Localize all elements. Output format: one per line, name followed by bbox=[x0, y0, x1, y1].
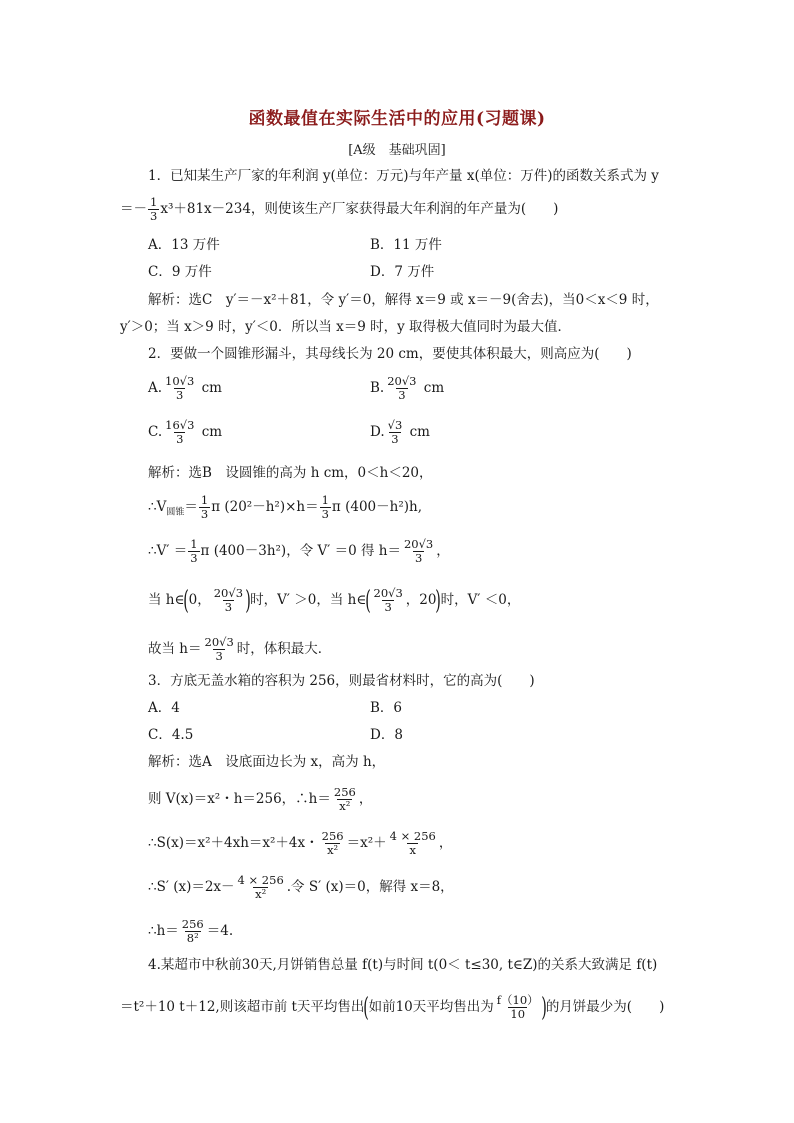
q4-line2-a: ＝t²＋10 t＋12,则该超市前 t天平均售出 bbox=[120, 999, 365, 1015]
q4-line2-c: 的月饼最少为( ) bbox=[545, 999, 665, 1015]
q3-sol5-frac-num: 256 bbox=[181, 917, 204, 931]
q2-c-den: 3 bbox=[176, 432, 184, 446]
q2-d-den: 3 bbox=[391, 432, 399, 446]
q2-sol3-frac2-num: 20√3 bbox=[403, 537, 434, 551]
q1-frac-den: 3 bbox=[150, 209, 158, 223]
q2-sol3-frac1-num: 1 bbox=[190, 537, 198, 551]
q3-option-c: C．4.5 bbox=[148, 727, 194, 743]
left-paren-icon: ( bbox=[365, 585, 372, 616]
q2-sol5-frac-den: 3 bbox=[215, 649, 223, 663]
q3-solution-line5 bbox=[148, 918, 233, 945]
q2-sol3-frac2-den: 3 bbox=[414, 551, 423, 565]
q1-option-c: C．9 万件 bbox=[148, 264, 212, 280]
page-title: 函数最值在实际生活中的应用(习题课) bbox=[248, 109, 546, 129]
q2-solution-line1: 解析：选B 设圆锥的高为 h cm，0＜h＜20， bbox=[148, 465, 433, 481]
q3-solution-line1: 解析：选A 设底面边长为 x，高为 h， bbox=[148, 754, 386, 770]
q1-solution-line2: y′＞0；当 x＞9 时，y′＜0．所以当 x＝9 时，y 取得极大值同时为最大值． bbox=[120, 319, 572, 335]
q2-sol4-d: ，20 bbox=[405, 592, 437, 608]
section-level: [A级 基础巩固] bbox=[348, 143, 446, 158]
q2-b-label: B. bbox=[370, 380, 385, 396]
q2-sol2-frac1-num: 1 bbox=[200, 493, 209, 507]
q2-c-num: 16√3 bbox=[165, 418, 195, 432]
q2-sol2-frac1-den: 3 bbox=[200, 507, 209, 521]
q2-b-unit: cm bbox=[423, 380, 445, 396]
q2-sol5-frac bbox=[203, 636, 236, 663]
q2-sol3-a: ∴V′ ＝ bbox=[148, 543, 188, 559]
q3-sol2-frac bbox=[332, 786, 358, 813]
q3-option-a: A．4 bbox=[148, 700, 180, 716]
q1-frac-num: 1 bbox=[150, 195, 158, 209]
q3-sol3-frac1 bbox=[320, 830, 346, 857]
q3-solution-line3 bbox=[148, 830, 452, 857]
q3-sol3-a: ∴S(x)＝x²＋4xh＝x²＋4x・ bbox=[148, 835, 319, 851]
q2-sol4-frac2-num: 20√3 bbox=[373, 586, 403, 600]
q3-sol3-frac1-den: x² bbox=[327, 843, 339, 857]
q1-stem-line1: 1．已知某生产厂家的年利润 y(单位：万元)与年产量 x(单位：万件)的函数关系式为 y bbox=[148, 168, 659, 184]
q3-sol4-a: ∴S′ (x)＝2x－ bbox=[148, 879, 235, 895]
q2-solution-line3 bbox=[148, 538, 450, 565]
q2-d-fraction bbox=[386, 419, 405, 446]
q2-c-label: C. bbox=[148, 424, 163, 440]
q3-stem: 3．方底无盖水箱的容积为 256，则最省材料时，它的高为( ) bbox=[148, 673, 535, 689]
q4-frac-num: f（10） bbox=[496, 993, 539, 1007]
q3-sol3-frac1-num: 256 bbox=[321, 829, 344, 843]
left-paren-icon: ( bbox=[183, 585, 190, 616]
q2-a-label: A. bbox=[148, 380, 163, 396]
q2-a-den: 3 bbox=[176, 388, 184, 402]
q2-sol3-b: π (400－3h²)，令 V′ ＝0 得 h＝ bbox=[200, 543, 401, 559]
q2-a-fraction bbox=[163, 375, 196, 402]
q3-sol5-a: ∴h＝ bbox=[148, 923, 179, 939]
q1-option-d: D．7 万件 bbox=[370, 264, 435, 280]
q2-solution-line4 bbox=[148, 587, 520, 614]
q3-sol4-b: .令 S′ (x)＝0，解得 x＝8， bbox=[286, 879, 454, 895]
q3-sol4-frac-num: 4 × 256 bbox=[237, 873, 284, 887]
q2-b-num: 20√3 bbox=[387, 374, 417, 388]
q2-c-fraction bbox=[163, 419, 196, 446]
q3-solution-line4 bbox=[148, 874, 454, 901]
q2-sol4-frac1-den: 3 bbox=[224, 600, 233, 614]
q2-c-unit: cm bbox=[201, 424, 223, 440]
q2-sol3-frac1 bbox=[188, 538, 199, 565]
q2-sol4-frac2-den: 3 bbox=[384, 600, 392, 614]
q2-sol4-c: 时，V′ ＞0，当 h∈ bbox=[250, 592, 367, 608]
q1-fraction bbox=[148, 196, 159, 223]
q2-sol4-a: 当 h∈ bbox=[148, 592, 185, 608]
right-paren-icon: ) bbox=[540, 992, 547, 1023]
q2-solution-line2 bbox=[148, 494, 422, 523]
q2-sol5-frac-num: 20√3 bbox=[204, 635, 234, 649]
q2-option-a bbox=[148, 375, 222, 402]
q3-option-d: D．8 bbox=[370, 727, 403, 743]
q2-sol2-b: ＝ bbox=[184, 499, 198, 515]
q2-sol2-frac2 bbox=[320, 494, 331, 521]
q3-sol4-frac bbox=[236, 874, 286, 901]
q3-sol2-frac-num: 256 bbox=[333, 785, 356, 799]
q4-line1: 4.某超市中秋前30天,月饼销售总量 f(t)与时间 t(0＜ t≤30, t∈Z)的关系大致满足 f(t) bbox=[148, 957, 658, 973]
q2-d-num: √3 bbox=[387, 418, 403, 432]
q3-option-b: B．6 bbox=[370, 700, 403, 716]
q2-b-fraction bbox=[385, 375, 418, 402]
q2-sol3-c: ， bbox=[436, 543, 450, 559]
q3-sol2-frac-den: x² bbox=[339, 799, 351, 813]
q3-sol4-frac-den: x² bbox=[255, 887, 267, 901]
q2-sol2-sub: 圆锥 bbox=[166, 507, 185, 518]
q1-solution-line1: 解析：选C y′＝－x²＋81，令 y′＝0，解得 x＝9 或 x＝－9(舍去)，当0＜x＜9 时， bbox=[148, 292, 659, 308]
q3-solution-line2 bbox=[148, 786, 372, 813]
q2-stem: 2．要做一个圆锥形漏斗，其母线长为 20 cm，要使其体积最大，则高应为( ) bbox=[148, 346, 632, 362]
q2-sol2-frac2-den: 3 bbox=[321, 507, 329, 521]
q3-sol3-b: ＝x²＋ bbox=[346, 835, 387, 851]
q3-sol2-b: ， bbox=[358, 791, 373, 807]
q1-option-a: A．13 万件 bbox=[148, 237, 220, 253]
q2-sol5-b: 时，体积最大． bbox=[236, 641, 332, 657]
q1-option-b: B．11 万件 bbox=[370, 237, 442, 253]
q2-sol2-c: π (20²－h²)×h＝ bbox=[211, 499, 319, 515]
q3-sol3-frac2-den: x bbox=[409, 843, 416, 857]
q1-stem-tail: x³＋81x－234，则使该生产厂家获得最大年利润的年产量为( ) bbox=[160, 201, 559, 217]
q4-line2-b: 如前10天平均售出为 bbox=[368, 999, 494, 1015]
q4-frac-den: 10 bbox=[510, 1007, 526, 1021]
q2-sol2-d: π (400－h²)h, bbox=[331, 499, 422, 515]
q2-sol3-frac1-den: 3 bbox=[190, 551, 198, 565]
q3-sol3-c: ， bbox=[438, 835, 453, 851]
q2-d-unit: cm bbox=[409, 424, 430, 440]
q3-sol5-frac bbox=[180, 918, 206, 945]
q1-sign: ＝－ bbox=[120, 201, 147, 217]
q2-sol3-frac2 bbox=[402, 538, 435, 565]
q2-sol2-frac2-num: 1 bbox=[321, 493, 329, 507]
q2-sol4-e: 时，V′ ＜0， bbox=[440, 592, 521, 608]
q3-sol3-frac2-num: 4 × 256 bbox=[389, 829, 436, 843]
q1-stem-line2 bbox=[120, 196, 558, 223]
q2-option-d bbox=[370, 419, 430, 446]
q2-sol5-a: 故当 h＝ bbox=[148, 641, 202, 657]
q2-option-b bbox=[370, 375, 444, 402]
q4-line2 bbox=[120, 994, 664, 1021]
q2-sol4-frac2 bbox=[372, 587, 405, 614]
q2-sol4-frac1 bbox=[212, 587, 245, 614]
q2-sol2-frac1 bbox=[199, 494, 210, 521]
q2-option-c bbox=[148, 419, 222, 446]
q3-sol3-frac2 bbox=[388, 830, 438, 857]
q3-sol2-a: 则 V(x)＝x²・h＝256，∴h＝ bbox=[148, 791, 331, 807]
q2-sol2-a: ∴V bbox=[148, 499, 167, 515]
q2-a-num: 10√3 bbox=[165, 374, 195, 388]
q4-fraction bbox=[495, 994, 541, 1021]
q2-a-unit: cm bbox=[201, 380, 222, 396]
q3-sol5-frac-den: 8² bbox=[186, 931, 199, 945]
q3-sol5-b: ＝4. bbox=[206, 923, 234, 939]
right-paren-icon: ) bbox=[435, 585, 442, 616]
q2-sol4-frac1-num: 20√3 bbox=[213, 586, 244, 600]
q2-solution-line5 bbox=[148, 636, 331, 663]
right-paren-icon: ) bbox=[245, 585, 251, 616]
left-paren-icon: ( bbox=[363, 992, 370, 1023]
q2-b-den: 3 bbox=[398, 388, 406, 402]
q2-d-label: D. bbox=[370, 424, 385, 440]
q2-sol4-b: 0， bbox=[188, 592, 211, 608]
